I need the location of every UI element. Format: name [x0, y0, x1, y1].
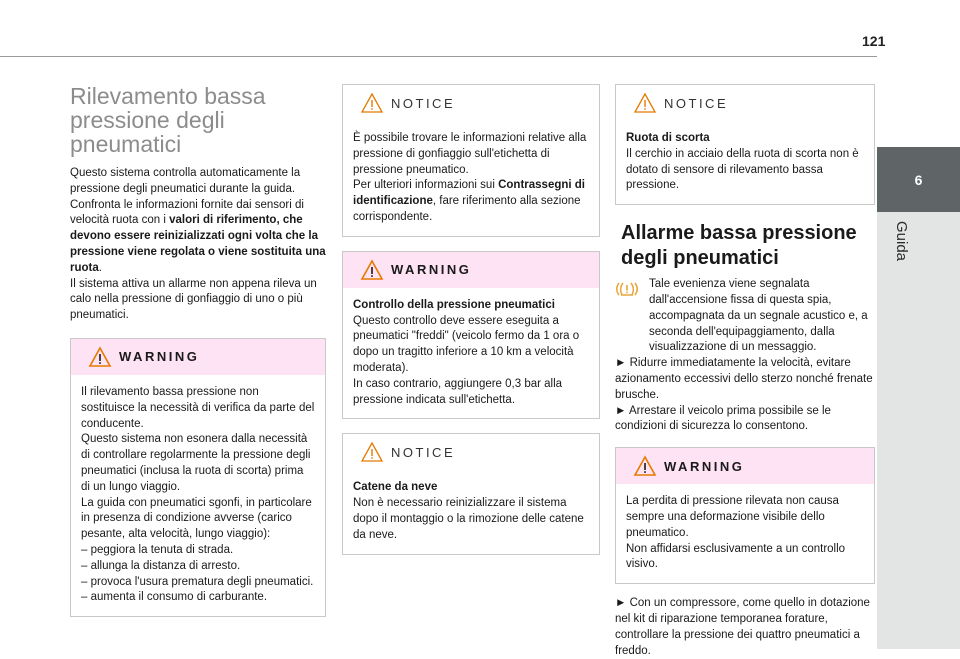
instruction-step: ► Ridurre immediatamente la velocità, evitare azionamento eccessivi dello sterzo nonché frenate brusche. — [615, 357, 873, 401]
warning-title: WARNING — [664, 458, 745, 474]
subsection-title — [621, 221, 875, 271]
warning-triangle-icon — [89, 347, 111, 367]
warning-line: Il rilevamento bassa pressione non sostituisce la necessità di verifica da parte del conducente. — [81, 385, 315, 430]
subhead-line: degli pneumatici — [621, 247, 779, 270]
notice-body — [343, 121, 599, 236]
notice-triangle-icon — [634, 93, 656, 113]
notice-subtitle: Ruota di scorta — [626, 132, 710, 144]
paragraph: Non è necessario reinizializzare il sistema dopo il montaggio o la rimozione delle catene da neve. — [353, 497, 584, 541]
intro-text — [70, 166, 326, 324]
warning-header — [343, 252, 599, 288]
warning-box — [342, 251, 600, 420]
warning-line: Questo sistema non esonera dalla necessità di controllare regolarmente la pressione degli pneumatici (inclusa la ruota di scorta) prima di un lungo viaggio. — [81, 433, 311, 493]
warning-header — [616, 448, 874, 484]
column-2 — [342, 84, 600, 569]
column-3 — [615, 84, 875, 659]
warning-line: – provoca l'usura prematura degli pneumatici. — [81, 575, 314, 588]
paragraph: Il sistema attiva un allarme non appena rileva un calo nella pressione di gonfiaggio di uno o più pneumatici. — [70, 277, 317, 322]
warning-box — [615, 447, 875, 584]
notice-box — [615, 84, 875, 205]
notice-header — [616, 85, 874, 121]
title-line: pneumatici — [70, 131, 182, 157]
subhead-line: Allarme bassa pressione — [621, 222, 857, 245]
final-step — [615, 596, 875, 659]
warning-line: – aumenta il consumo di carburante. — [81, 591, 268, 604]
notice-header — [343, 434, 599, 470]
title-line: Rilevamento bassa — [70, 83, 266, 109]
warning-body — [71, 375, 325, 616]
title-line: pressione degli — [70, 107, 225, 133]
alarm-intro — [615, 277, 875, 356]
warning-title: WARNING — [391, 262, 472, 278]
paragraph: Tale evenienza viene segnalata dall'accensione fissa di questa spia, accompagnata da un segnale acustico e, a seconda dell'equipaggiamento, dalla visualizzazione di un messaggio. — [649, 278, 868, 354]
notice-title: NOTICE — [664, 95, 729, 111]
warning-box — [70, 338, 326, 617]
section-title — [70, 84, 326, 156]
warning-title: WARNING — [119, 349, 200, 365]
notice-triangle-icon — [361, 442, 383, 462]
alarm-text — [615, 277, 875, 435]
chapter-strip — [877, 212, 960, 649]
paragraph: Questo controllo deve essere eseguita a pneumatici "freddi" (veicolo fermo da 1 ora o dopo un tragitto inferiore a 10 km a velocità moderata). — [353, 314, 580, 374]
warning-body — [616, 484, 874, 583]
paragraph: Il cerchio in acciaio della ruota di scorta non è dotato di sensore di rilevamento bassa pressione. — [626, 147, 859, 192]
warning-triangle-icon — [361, 260, 383, 280]
warning-triangle-icon — [634, 456, 656, 476]
warning-header — [71, 339, 325, 375]
paragraph: Questo sistema controlla automaticamente la pressione degli pneumatici durante la guida. — [70, 167, 301, 195]
chapter-tab[interactable] — [877, 147, 960, 212]
warning-body — [343, 288, 599, 419]
instruction-step: ► Con un compressore, come quello in dotazione nel kit di riparazione temporanea forature, controllare la pressione dei quattro pneumatici a freddo. — [615, 597, 870, 657]
warning-line: – peggiora la tenuta di strada. — [81, 543, 234, 556]
warning-line: La guida con pneumatici sgonfi, in particolare in presenza di condizione avverse (carico pesante, alta velocità, lungo viaggio): — [81, 496, 312, 541]
column-1 — [70, 84, 326, 631]
notice-subtitle: Catene da neve — [353, 481, 438, 494]
header-divider — [0, 56, 877, 57]
paragraph: In caso contrario, aggiungere 0,3 bar alla pressione indicata sull'etichetta. — [353, 377, 563, 406]
paragraph: Confronta le informazioni fornite dai sensori di velocità ruota con i valori di riferimento, che devono essere reinizializzati ogni volta che la pressione viene regolata o viene sostituita una ruota. — [70, 198, 326, 274]
paragraph: Non affidarsi esclusivamente a un controllo visivo. — [626, 542, 846, 571]
notice-box — [342, 433, 600, 554]
notice-body — [343, 470, 599, 553]
instruction-step: ► Arrestare il veicolo prima possibile se le condizioni di sicurezza lo consentono. — [615, 404, 831, 433]
notice-body — [616, 121, 874, 204]
page-number: 121 — [862, 33, 886, 49]
paragraph: È possibile trovare le informazioni relative alla pressione di gonfiaggio sull'etichetta di pressione pneumatico. — [353, 132, 587, 176]
notice-header — [343, 85, 599, 121]
notice-title: NOTICE — [391, 95, 456, 111]
warning-subtitle: Controllo della pressione pneumatici — [353, 298, 555, 311]
paragraph: La perdita di pressione rilevata non causa sempre una deformazione visibile dello pneumatico. — [626, 495, 839, 539]
chapter-number: 6 — [914, 171, 923, 188]
paragraph: Per ulteriori informazioni sui Contrassegni di identificazione, fare riferimento alla sezione corrispondente. — [353, 179, 585, 223]
chapter-label: Guida — [893, 221, 910, 262]
warning-line: – allunga la distanza di arresto. — [81, 559, 241, 572]
tire-pressure-warning-icon — [615, 279, 639, 299]
notice-box — [342, 84, 600, 237]
notice-title: NOTICE — [391, 444, 456, 460]
notice-triangle-icon — [361, 93, 383, 113]
